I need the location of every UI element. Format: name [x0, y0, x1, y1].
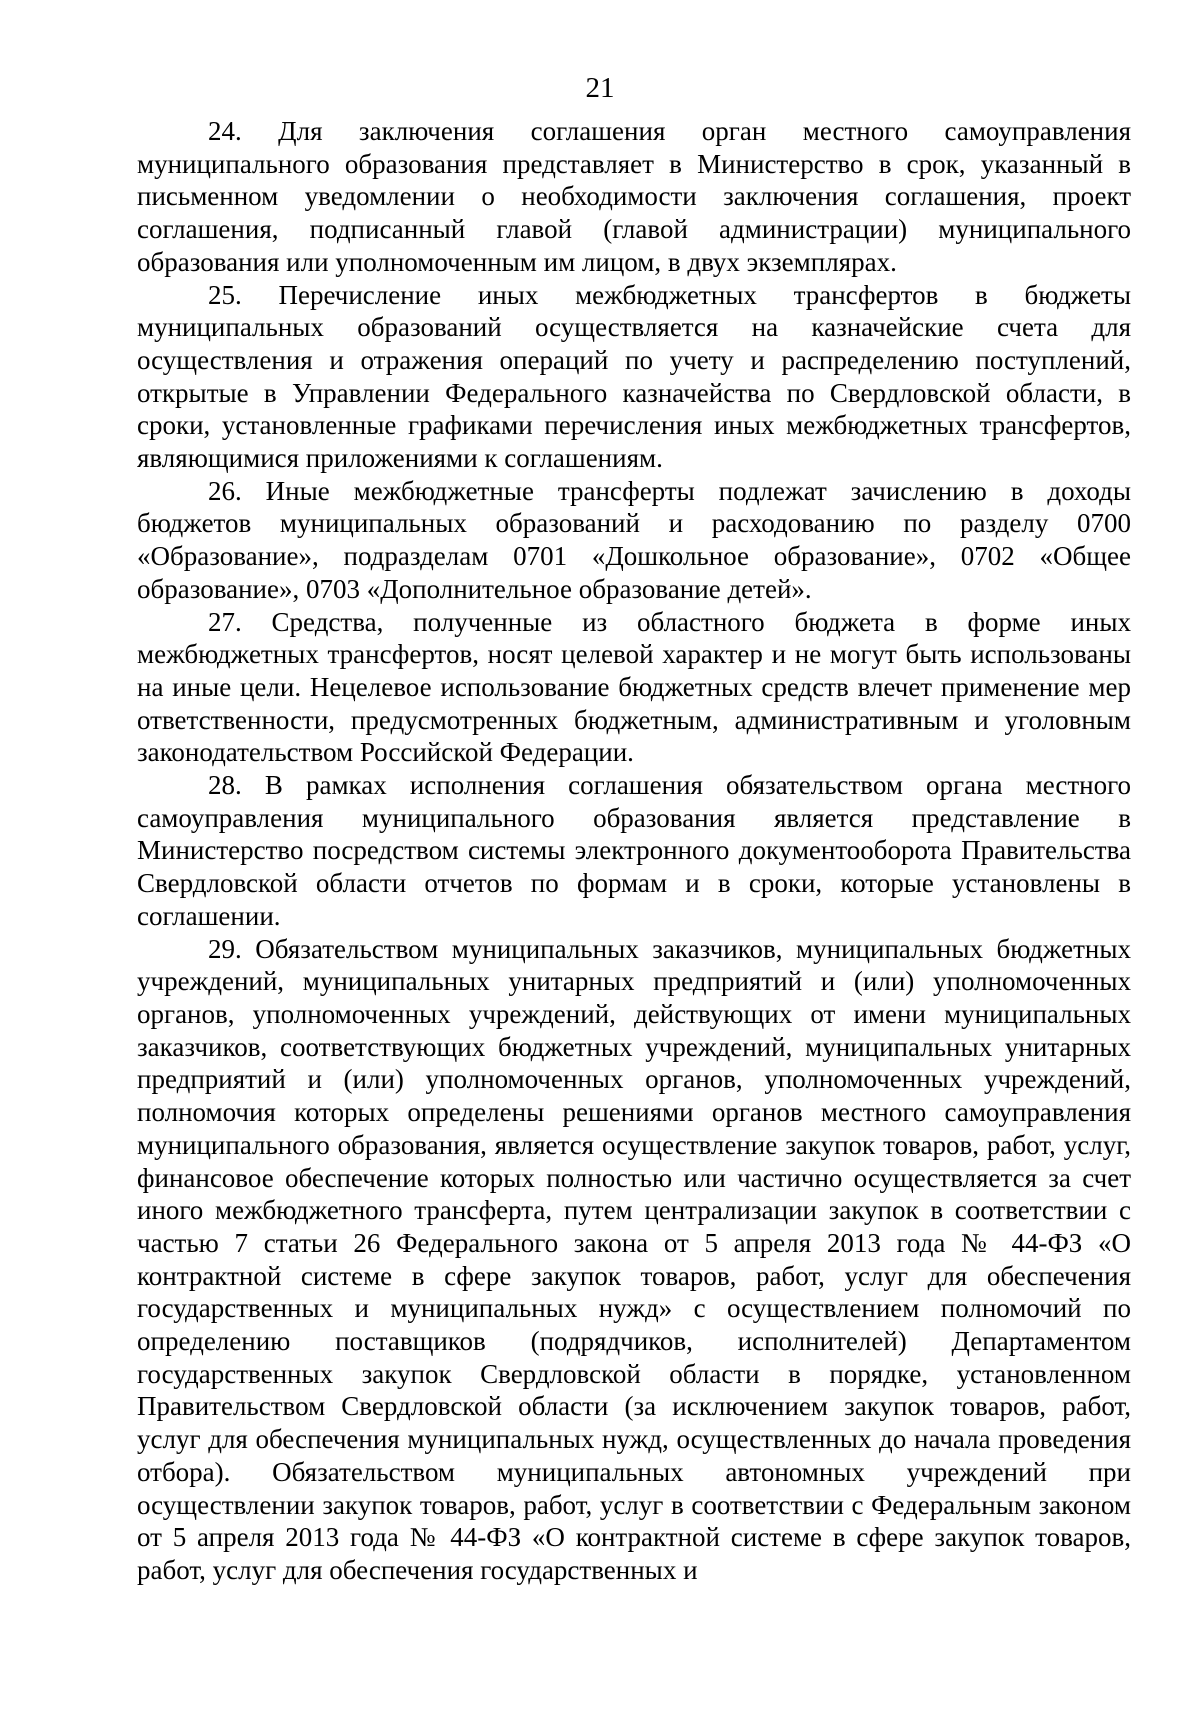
paragraph-25: 25. Перечисление иных межбюджетных трансфертов в бюджеты муниципальных образований осуществляется на казначейские счета для осуществления и отражения операций по учету и распределению поступлений, открытые в Управлении Федерального казначейства по Свердловской области, в сроки, установленные графиками перечисления иных межбюджетных трансфертов, являющимися приложениями к соглашениям.	[137, 279, 1131, 474]
document-body	[137, 115, 1131, 1587]
paragraph-26: 26. Иные межбюджетные трансферты подлежат зачислению в доходы бюджетов муниципальных образований и расходованию по разделу 0700 «Образование», подразделам 0701 «Дошкольное образование», 0702 «Общее образование», 0703 «Дополнительное образование детей».	[137, 475, 1131, 604]
paragraph-27: 27. Средства, полученные из областного бюджета в форме иных межбюджетных трансфертов, носят целевой характер и не могут быть использованы на иные цели. Нецелевое использование бюджетных средств влечет применение мер ответственности, предусмотренных бюджетным, административным и уголовным законодательством Российской Федерации.	[137, 606, 1131, 768]
page-number: 21	[585, 72, 615, 104]
paragraph-29: 29. Обязательством муниципальных заказчиков, муниципальных бюджетных учреждений, муниципальных унитарных предприятий и (или) уполномоченных органов, уполномоченных учреждений, действующих от имени муниципальных заказчиков, соответствующих бюджетных учреждений, муниципальных унитарных предприятий и (или) уполномоченных органов, уполномоченных учреждений, полномочия которых определены решениями органов местного самоуправления муниципального образования, является осуществление закупок товаров, работ, услуг, финансовое обеспечение которых полностью или частично осуществляется за счет иного межбюджетного трансферта, путем централизации закупок в соответствии с частью 7 статьи 26 Федерального закона от 5 апреля 2013 года № 44-ФЗ «О контрактной системе в сфере закупок товаров, работ, услуг для обеспечения государственных и муниципальных нужд» с осуществлением полномочий по определению поставщиков (подрядчиков, исполнителей) Департаментом государственных закупок Свердловской области в порядке, установленном Правительством Свердловской области (за исключением закупок товаров, работ, услуг для обеспечения муниципальных нужд, осуществленных до начала проведения отбора). Обязательством муниципальных автономных учреждений при осуществлении закупок товаров, работ, услуг в соответствии с Федеральным законом от 5 апреля 2013 года № 44-ФЗ «О контрактной системе в сфере закупок товаров, работ, услуг для обеспечения государственных и	[137, 933, 1131, 1585]
paragraph-28: 28. В рамках исполнения соглашения обязательством органа местного самоуправления муниципального образования является представление в Министерство посредством системы электронного документооборота Правительства Свердловской области отчетов по формам и в сроки, которые установлены в соглашении.	[137, 770, 1131, 931]
paragraph-24: 24. Для заключения соглашения орган местного самоуправления муниципального образования представляет в Министерство в срок, указанный в письменном уведомлении о необходимости заключения соглашения, проект соглашения, подписанный главой (главой администрации) муниципального образования или уполномоченным им лицом, в двух экземплярах.	[137, 116, 1131, 277]
